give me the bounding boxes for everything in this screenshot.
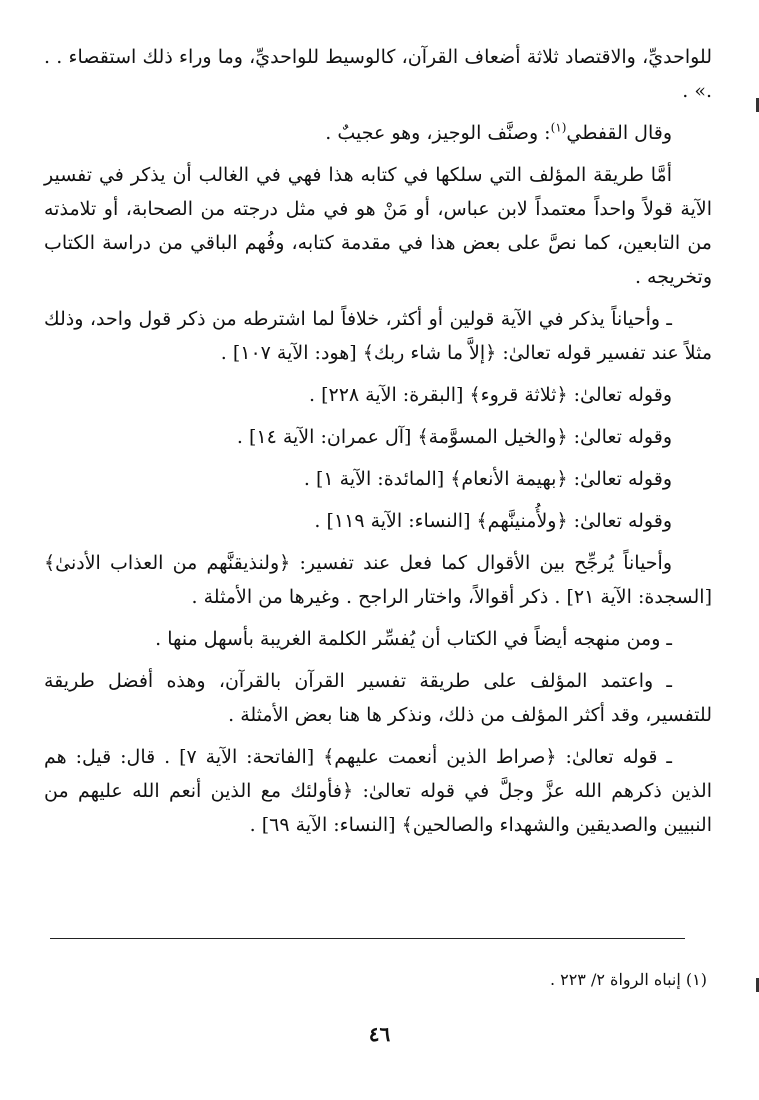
paragraph-8 <box>44 504 712 538</box>
paragraph-3-text: أمَّا طريقة المؤلف التي سلكها في كتابه هذا فهي في الغالب أن يذكر في تفسير الآية قولاً واحداً معتمداً لابن عباس، أو مَنْ هو في مثل درجته من الصحابة، أو تلامذته من التابعين، كما نصَّ على بعض هذا في مقدمة كتابه، وفُهم الباقي من دراسة الكتاب وتخريجه . <box>44 164 712 288</box>
paragraph-4-text: ـ وأحياناً يذكر في الآية قولين أو أكثر، خلافاً لما اشترطه من ذكر قول واحد، وذلك مثلاً عند تفسير قوله تعالىٰ: ﴿إلاَّ ما شاء ربك﴾ [هود: الآية ١٠٧] . <box>44 308 712 364</box>
footnote: (١) إنباه الرواة ٢/ ٢٢٣ . <box>549 970 707 989</box>
paragraph-12 <box>44 740 712 842</box>
paragraph-3 <box>44 158 712 294</box>
paragraph-2 <box>44 116 712 150</box>
paragraph-7 <box>44 462 712 496</box>
page-body <box>44 40 712 1070</box>
page-number: ٤٦ <box>368 1022 391 1046</box>
paragraph-1 <box>44 40 712 108</box>
footnote-reference[interactable]: (١) <box>550 120 567 135</box>
paragraph-11-text: ـ واعتمد المؤلف على طريقة تفسير القرآن بالقرآن، وهذه أفضل طريقة للتفسير، وقد أكثر المؤلف من ذلك، ونذكر ها هنا بعض الأمثلة . <box>44 670 712 726</box>
paragraph-2-after: : وصنَّف الوجيز، وهو عجيبٌ . <box>325 122 551 144</box>
paragraph-10 <box>44 622 712 656</box>
paragraph-4 <box>44 302 712 370</box>
paragraph-10-text: ـ ومن منهجه أيضاً في الكتاب أن يُفسِّر الكلمة الغريبة بأسهل منها . <box>155 628 672 650</box>
paragraph-12-text: ـ قوله تعالىٰ: ﴿صراط الذين أنعمت عليهم﴾ [الفاتحة: الآية ٧] . قال: قيل: هم الذين ذكرهم الله عزَّ وجلَّ في قوله تعالىٰ: ﴿فأولئك مع الذين أنعم الله عليهم من النبيين والصديقين والشهداء والصالحين﴾ [النساء: الآية ٦٩] . <box>44 746 712 836</box>
paragraph-1-text: للواحديِّ، والاقتصاد ثلاثة أضعاف القرآن، كالوسيط للواحديِّ، وما وراء ذلك استقصاء . . .» . <box>44 46 712 102</box>
paragraph-6-text: وقوله تعالىٰ: ﴿والخيل المسوَّمة﴾ [آل عمران: الآية ١٤] . <box>236 426 672 448</box>
paragraph-9-text: وأحياناً يُرجِّح بين الأقوال كما فعل عند تفسير: ﴿ولنذيقنَّهم من العذاب الأدنىٰ﴾ [السجدة: الآية ٢١] . ذكر أقوالاً، واختار الراجح . وغيرها من الأمثلة . <box>44 552 712 608</box>
paragraph-11 <box>44 664 712 732</box>
paragraph-8-text: وقوله تعالىٰ: ﴿ولأُمنينَّهم﴾ [النساء: الآية ١١٩] . <box>314 510 672 532</box>
paragraph-5-text: وقوله تعالىٰ: ﴿ثلاثة قروء﴾ [البقرة: الآية ٢٢٨] . <box>309 384 672 406</box>
paragraph-5 <box>44 378 712 412</box>
paragraph-6 <box>44 420 712 454</box>
paragraph-9 <box>44 546 712 614</box>
paragraph-7-text: وقوله تعالىٰ: ﴿بهيمة الأنعام﴾ [المائدة: الآية ١] . <box>303 468 672 490</box>
paragraph-2-before: وقال القفطي <box>566 122 672 144</box>
footnote-divider <box>50 938 685 939</box>
